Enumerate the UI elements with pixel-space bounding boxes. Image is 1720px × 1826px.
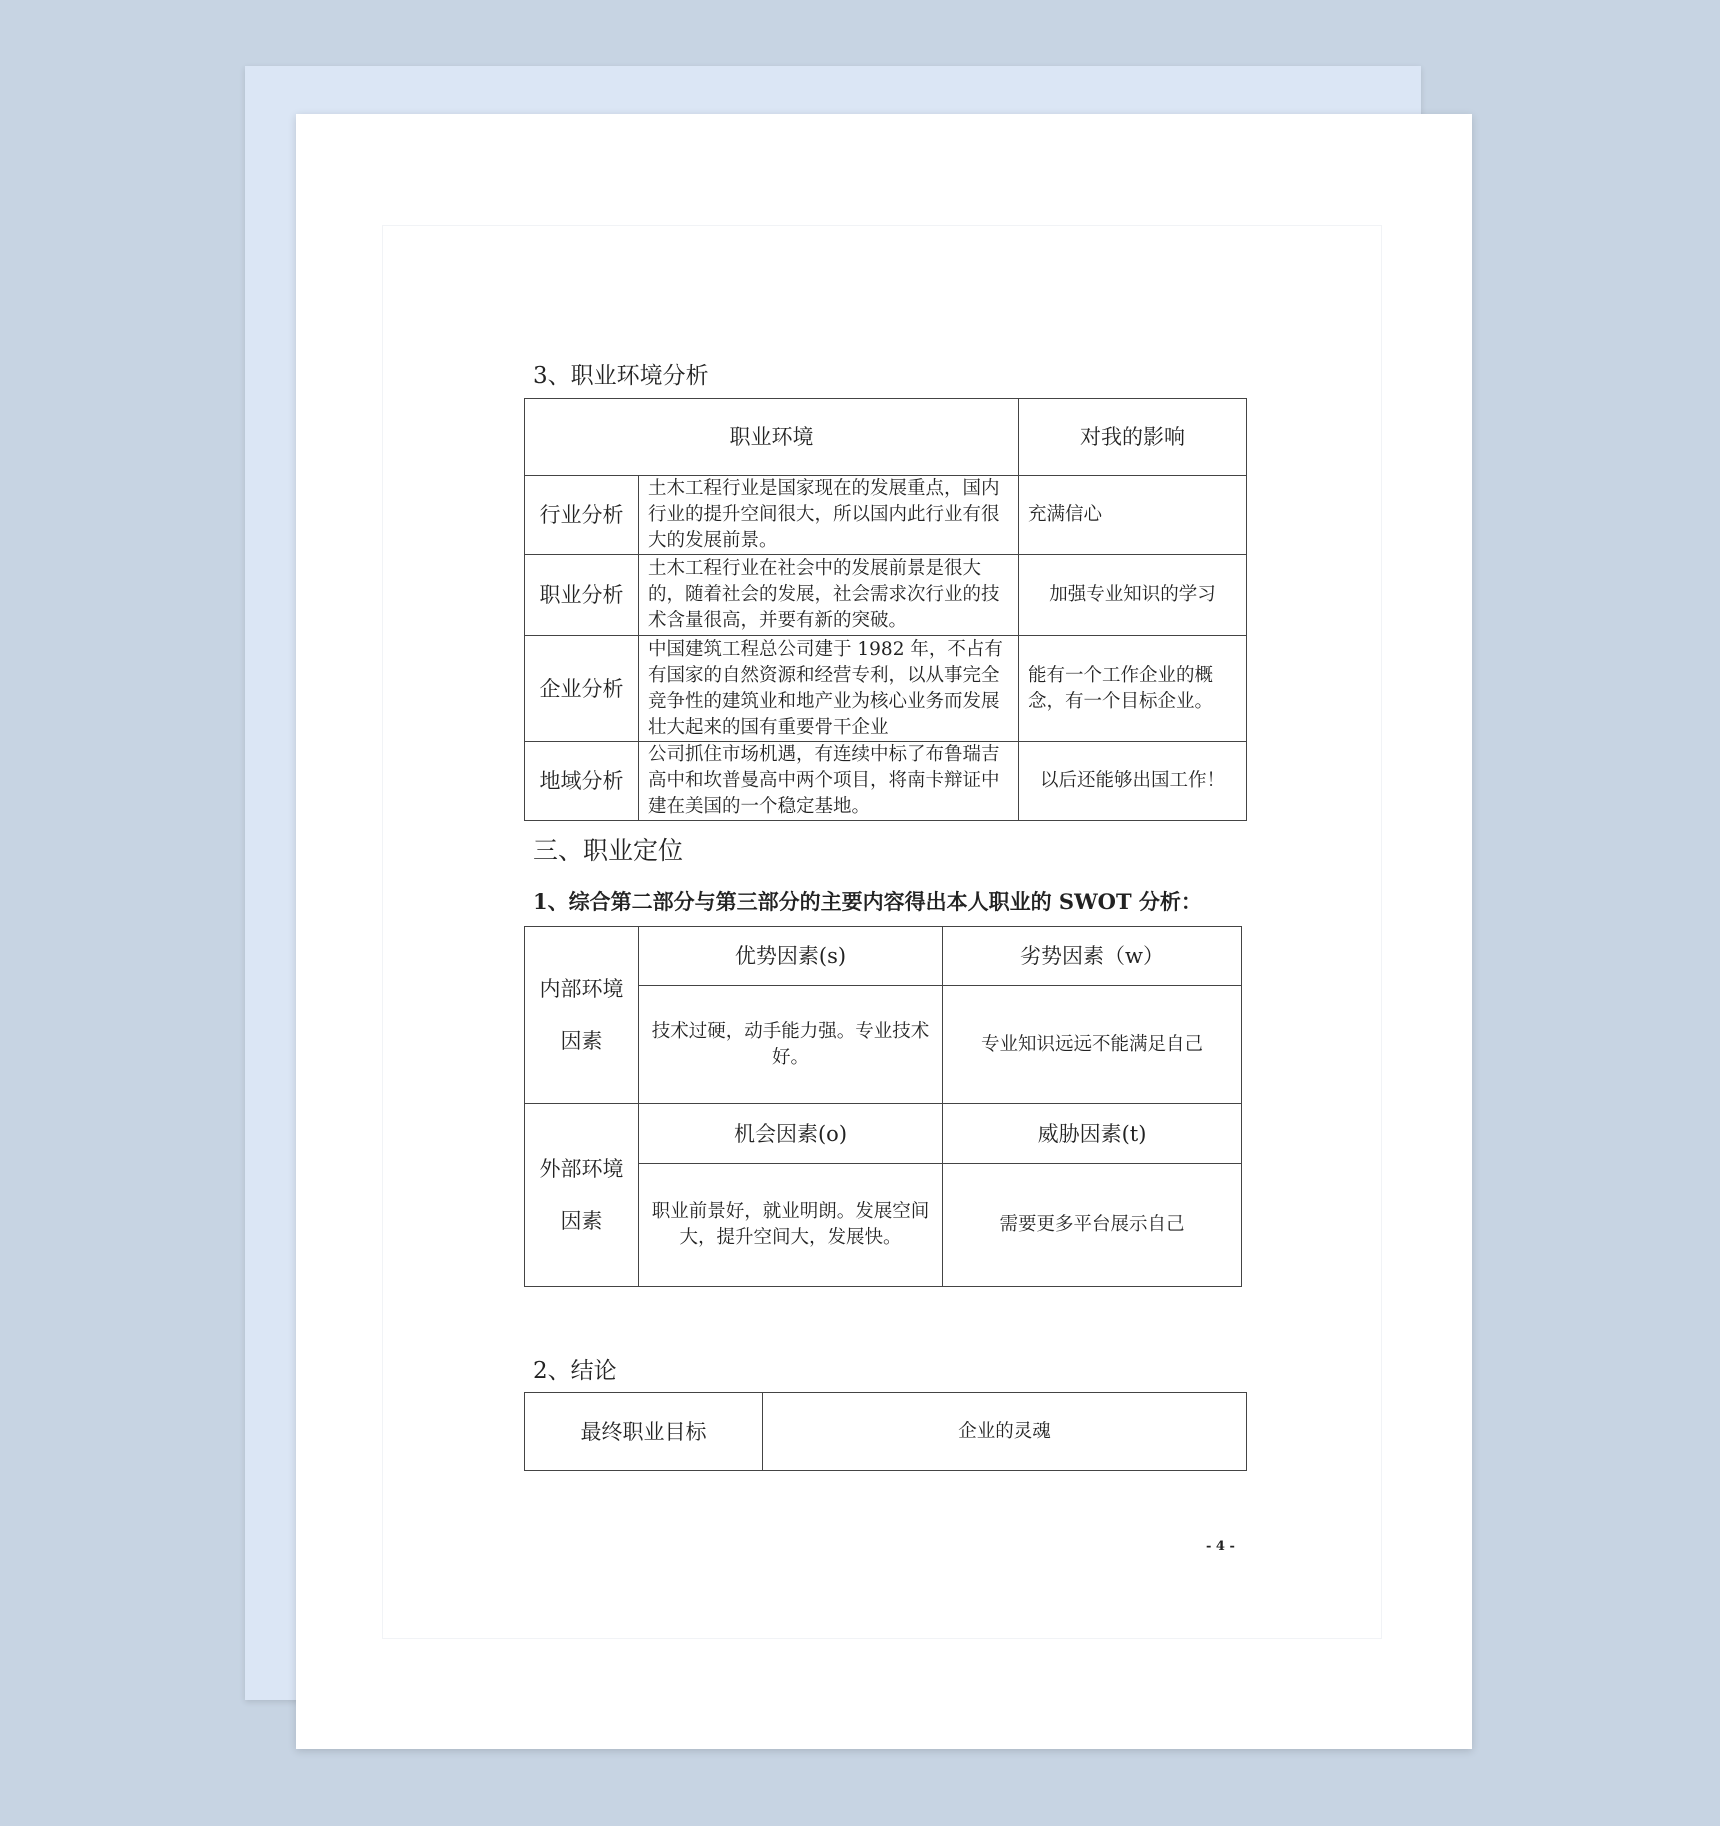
opportunities-title: 机会因素(o)	[639, 1104, 943, 1164]
swot-heading: 1、综合第二部分与第三部分的主要内容得出本人职业的 SWOT 分析：	[533, 889, 1202, 914]
page-number: - 4 -	[1206, 1539, 1235, 1554]
row-desc: 中国建筑工程总公司建于 1982 年，不占有有国家的自然资源和经营专利，以从事完全竞争性的建筑业和地产业为核心业务而发展壮大起来的国有重要骨干企业	[639, 636, 1019, 742]
threats-text: 需要更多平台展示自己	[943, 1164, 1242, 1287]
header-impact: 对我的影响	[1019, 399, 1247, 476]
career-goal-value: 企业的灵魂	[763, 1393, 1247, 1471]
table-row	[525, 476, 1247, 555]
row-desc: 土木工程行业是国家现在的发展重点，国内行业的提升空间很大，所以国内此行业有很大的发展前景。	[639, 476, 1019, 555]
table-row	[525, 636, 1247, 742]
row-label: 地域分析	[525, 742, 639, 821]
row-label: 企业分析	[525, 636, 639, 742]
swot-table	[524, 926, 1242, 1287]
row-label: 职业分析	[525, 555, 639, 636]
row-impact: 能有一个工作企业的概念，有一个目标企业。	[1019, 636, 1247, 742]
threats-title: 威胁因素(t)	[943, 1104, 1242, 1164]
table-row	[525, 555, 1247, 636]
career-goal-label: 最终职业目标	[525, 1393, 763, 1471]
row-label: 行业分析	[525, 476, 639, 555]
row-impact: 以后还能够出国工作！	[1019, 742, 1247, 821]
external-label: 外部环境因素	[525, 1104, 639, 1287]
section3-heading: 3、职业环境分析	[533, 363, 709, 389]
conclusion-heading: 2、结论	[533, 1358, 617, 1384]
weaknesses-text: 专业知识远远不能满足自己	[943, 986, 1242, 1104]
career-environment-table	[524, 398, 1247, 821]
row-impact: 充满信心	[1019, 476, 1247, 555]
internal-label: 内部环境因素	[525, 927, 639, 1104]
weaknesses-title: 劣势因素（w）	[943, 927, 1242, 986]
conclusion-table	[524, 1392, 1247, 1471]
opportunities-text: 职业前景好，就业明朗。发展空间大，提升空间大，发展快。	[639, 1164, 943, 1287]
table-row	[525, 742, 1247, 821]
row-desc: 土木工程行业在社会中的发展前景是很大的，随着社会的发展，社会需求次行业的技术含量很高，并要有新的突破。	[639, 555, 1019, 636]
strengths-text: 技术过硬，动手能力强。专业技术好。	[639, 986, 943, 1104]
row-desc: 公司抓住市场机遇，有连续中标了布鲁瑞吉高中和坎普曼高中两个项目，将南卡辩证中建在美国的一个稳定基地。	[639, 742, 1019, 821]
row-impact: 加强专业知识的学习	[1019, 555, 1247, 636]
part3-heading: 三、职业定位	[533, 836, 684, 865]
header-career-env: 职业环境	[525, 399, 1019, 476]
strengths-title: 优势因素(s)	[639, 927, 943, 986]
